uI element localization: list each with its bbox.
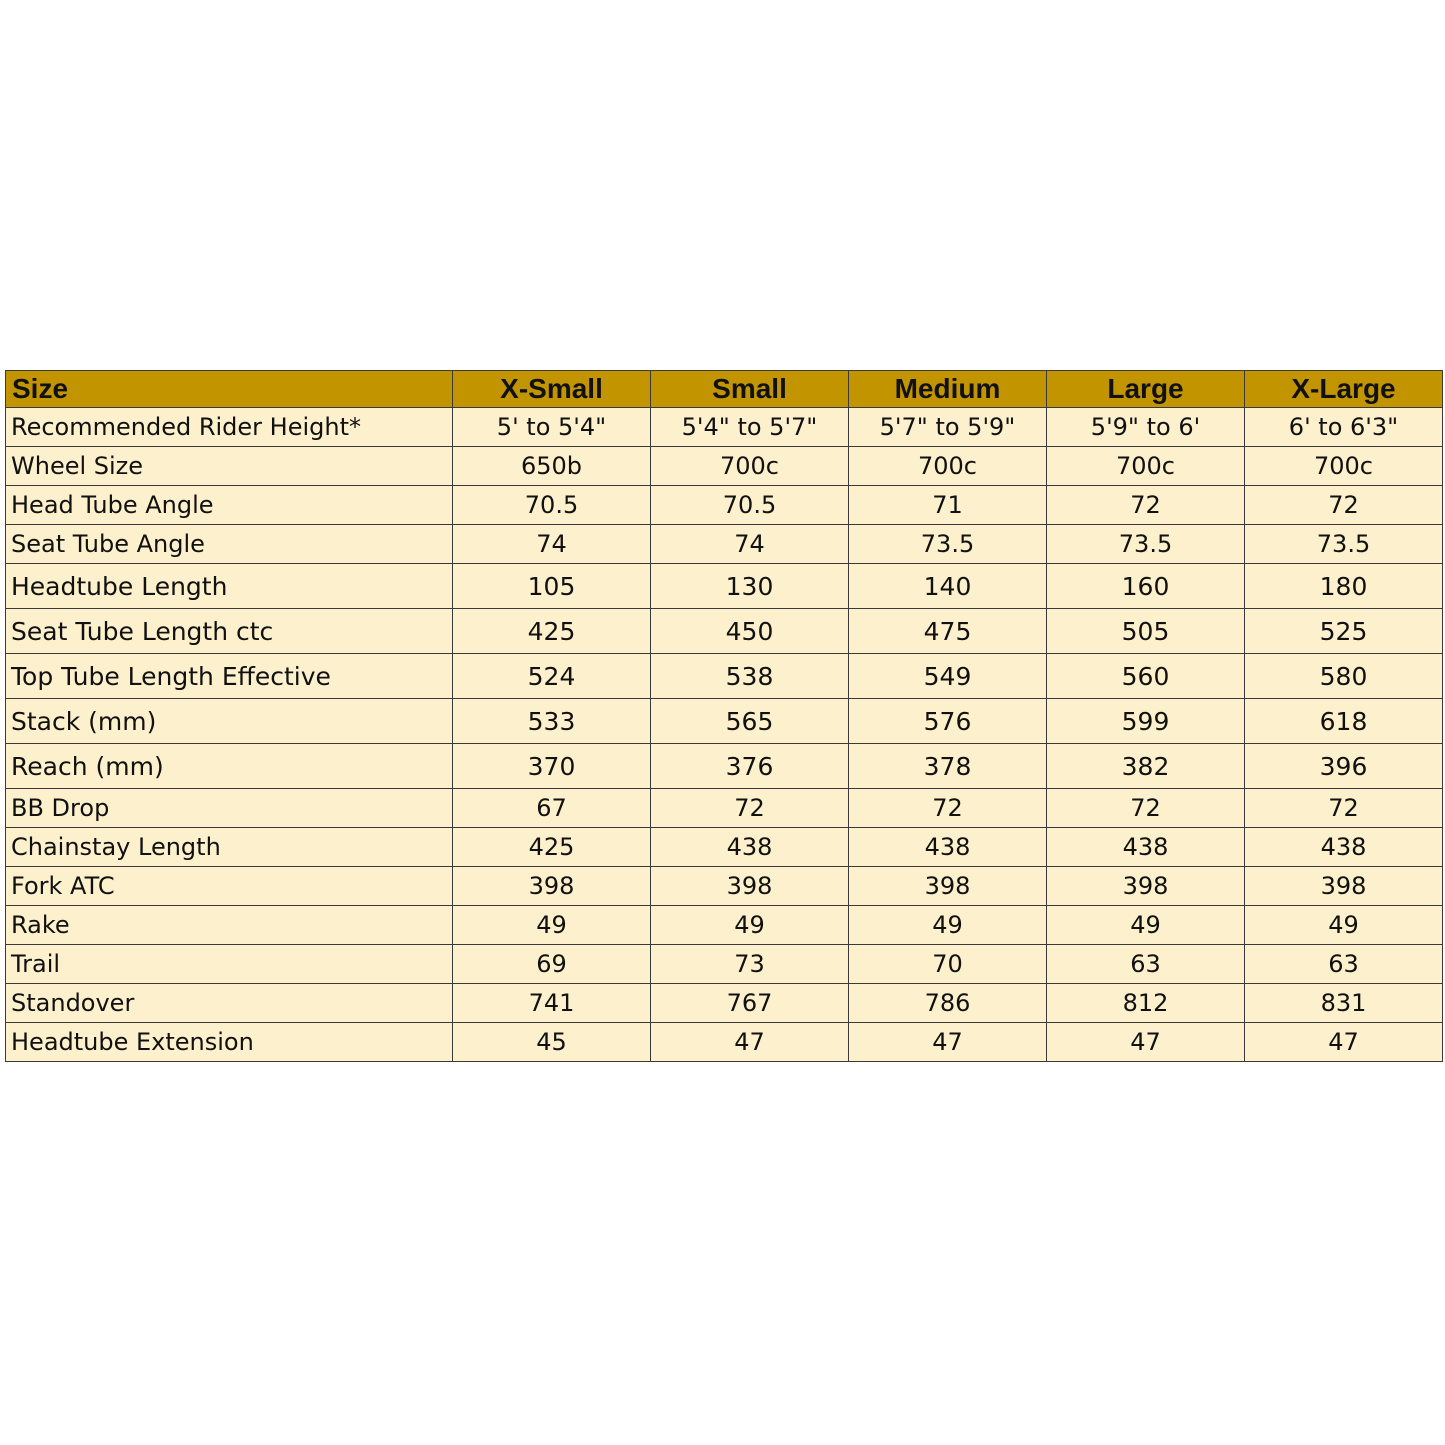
table-cell: 580 — [1245, 654, 1443, 699]
row-label: Top Tube Length Effective — [6, 654, 453, 699]
table-cell: 63 — [1047, 945, 1245, 984]
table-cell: 576 — [849, 699, 1047, 744]
table-cell: 72 — [1047, 486, 1245, 525]
row-label: BB Drop — [6, 789, 453, 828]
table-cell: 47 — [1047, 1023, 1245, 1062]
table-cell: 650b — [453, 447, 651, 486]
table-cell: 425 — [453, 609, 651, 654]
table-cell: 5'9" to 6' — [1047, 408, 1245, 447]
table-row — [6, 1023, 1443, 1062]
table-cell: 505 — [1047, 609, 1245, 654]
table-cell: 70 — [849, 945, 1047, 984]
table-cell: 73.5 — [849, 525, 1047, 564]
row-label: Seat Tube Length ctc — [6, 609, 453, 654]
table-cell: 376 — [651, 744, 849, 789]
table-cell: 438 — [1047, 828, 1245, 867]
table-cell: 533 — [453, 699, 651, 744]
table-cell: 71 — [849, 486, 1047, 525]
table-cell: 438 — [849, 828, 1047, 867]
header-size: Size — [6, 371, 453, 408]
table-cell: 49 — [453, 906, 651, 945]
table-cell: 398 — [1047, 867, 1245, 906]
table-cell: 130 — [651, 564, 849, 609]
table-cell: 438 — [1245, 828, 1443, 867]
table-cell: 812 — [1047, 984, 1245, 1023]
table-cell: 599 — [1047, 699, 1245, 744]
row-label: Fork ATC — [6, 867, 453, 906]
table-cell: 618 — [1245, 699, 1443, 744]
row-label: Chainstay Length — [6, 828, 453, 867]
table-cell: 67 — [453, 789, 651, 828]
table-cell: 378 — [849, 744, 1047, 789]
table-cell: 49 — [651, 906, 849, 945]
table-row — [6, 867, 1443, 906]
table-cell: 5' to 5'4" — [453, 408, 651, 447]
table-cell: 49 — [849, 906, 1047, 945]
table-cell: 140 — [849, 564, 1047, 609]
table-row — [6, 828, 1443, 867]
geometry-table — [5, 370, 1443, 1062]
table-cell: 72 — [1245, 486, 1443, 525]
table-cell: 105 — [453, 564, 651, 609]
table-cell: 70.5 — [651, 486, 849, 525]
table-row — [6, 945, 1443, 984]
header-x-large: X-Large — [1245, 371, 1443, 408]
table-cell: 398 — [453, 867, 651, 906]
row-label: Reach (mm) — [6, 744, 453, 789]
table-cell: 741 — [453, 984, 651, 1023]
table-row — [6, 744, 1443, 789]
row-label: Seat Tube Angle — [6, 525, 453, 564]
table-row — [6, 699, 1443, 744]
table-cell: 47 — [849, 1023, 1047, 1062]
table-cell: 63 — [1245, 945, 1443, 984]
table-cell: 5'7" to 5'9" — [849, 408, 1047, 447]
row-label: Recommended Rider Height* — [6, 408, 453, 447]
header-row — [6, 371, 1443, 408]
row-label: Trail — [6, 945, 453, 984]
row-label: Wheel Size — [6, 447, 453, 486]
table-row — [6, 408, 1443, 447]
table-cell: 73 — [651, 945, 849, 984]
table-body — [6, 408, 1443, 1062]
table-cell: 160 — [1047, 564, 1245, 609]
table-cell: 560 — [1047, 654, 1245, 699]
table-cell: 72 — [651, 789, 849, 828]
table-row — [6, 525, 1443, 564]
table-cell: 47 — [1245, 1023, 1443, 1062]
table-cell: 180 — [1245, 564, 1443, 609]
row-label: Stack (mm) — [6, 699, 453, 744]
table-cell: 49 — [1047, 906, 1245, 945]
table-cell: 73.5 — [1245, 525, 1443, 564]
table-cell: 700c — [1047, 447, 1245, 486]
table-cell: 549 — [849, 654, 1047, 699]
table-cell: 398 — [1245, 867, 1443, 906]
row-label: Standover — [6, 984, 453, 1023]
row-label: Headtube Extension — [6, 1023, 453, 1062]
table-cell: 5'4" to 5'7" — [651, 408, 849, 447]
table-cell: 370 — [453, 744, 651, 789]
header-medium: Medium — [849, 371, 1047, 408]
table-header — [6, 371, 1443, 408]
table-cell: 398 — [651, 867, 849, 906]
table-cell: 700c — [849, 447, 1047, 486]
table-cell: 74 — [453, 525, 651, 564]
table-cell: 767 — [651, 984, 849, 1023]
table-cell: 475 — [849, 609, 1047, 654]
table-row — [6, 447, 1443, 486]
table-cell: 6' to 6'3" — [1245, 408, 1443, 447]
table-row — [6, 984, 1443, 1023]
table-cell: 73.5 — [1047, 525, 1245, 564]
table-cell: 438 — [651, 828, 849, 867]
table-cell: 47 — [651, 1023, 849, 1062]
table-cell: 831 — [1245, 984, 1443, 1023]
table-cell: 396 — [1245, 744, 1443, 789]
table-row — [6, 654, 1443, 699]
table-cell: 72 — [1245, 789, 1443, 828]
table-cell: 74 — [651, 525, 849, 564]
table-cell: 45 — [453, 1023, 651, 1062]
table-cell: 524 — [453, 654, 651, 699]
table-cell: 700c — [1245, 447, 1443, 486]
table-cell: 72 — [849, 789, 1047, 828]
table-row — [6, 789, 1443, 828]
table-cell: 525 — [1245, 609, 1443, 654]
row-label: Rake — [6, 906, 453, 945]
table-row — [6, 486, 1443, 525]
table-cell: 398 — [849, 867, 1047, 906]
table-row — [6, 906, 1443, 945]
table-cell: 70.5 — [453, 486, 651, 525]
header-large: Large — [1047, 371, 1245, 408]
header-x-small: X-Small — [453, 371, 651, 408]
table-cell: 382 — [1047, 744, 1245, 789]
table-cell: 786 — [849, 984, 1047, 1023]
table-row — [6, 609, 1443, 654]
table-cell: 565 — [651, 699, 849, 744]
table-cell: 49 — [1245, 906, 1443, 945]
table-cell: 69 — [453, 945, 651, 984]
table-cell: 450 — [651, 609, 849, 654]
row-label: Headtube Length — [6, 564, 453, 609]
table-cell: 72 — [1047, 789, 1245, 828]
table-row — [6, 564, 1443, 609]
header-small: Small — [651, 371, 849, 408]
row-label: Head Tube Angle — [6, 486, 453, 525]
table-cell: 700c — [651, 447, 849, 486]
table-cell: 538 — [651, 654, 849, 699]
table-cell: 425 — [453, 828, 651, 867]
